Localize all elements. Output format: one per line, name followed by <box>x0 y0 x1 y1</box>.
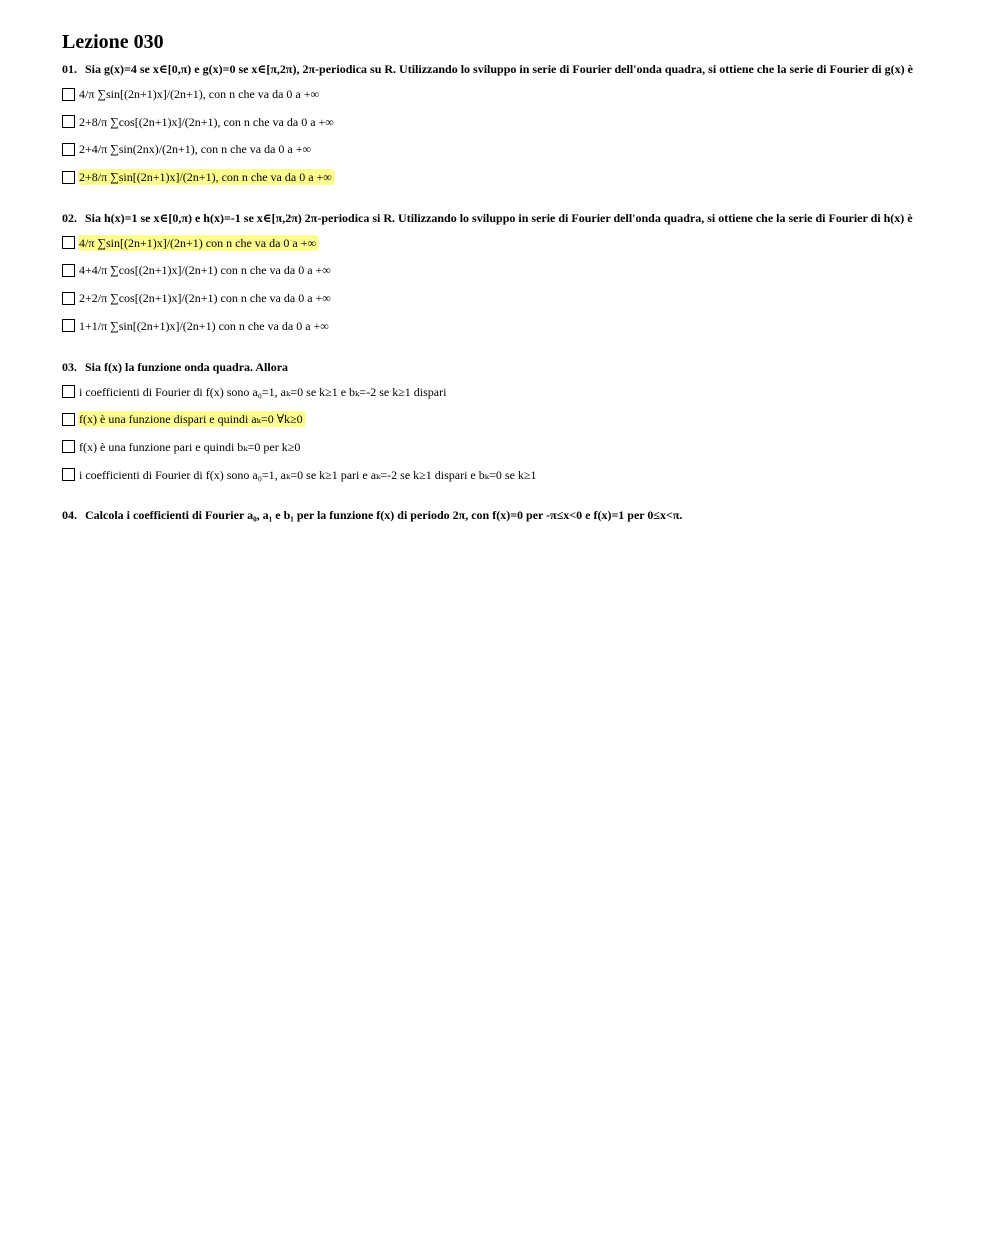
question-body: Calcola i coefficienti di Fourier a₀, a₁ e b₁ per la funzione f(x) di periodo 2π, con f(x)=0 per -π≤x<0 e f(x)=1 per 0≤x<π. <box>85 508 683 523</box>
answer-label: i coefficienti di Fourier di f(x) sono a₀=1, aₖ=0 se k≥1 pari e aₖ=-2 se k≥1 dispari e bₖ=0 se k≥1 <box>79 467 537 482</box>
answer-option[interactable] <box>62 384 938 400</box>
answer-checkbox[interactable] <box>62 468 75 481</box>
question-body: Sia g(x)=4 se x∈[0,π) e g(x)=0 se x∈[π,2π), 2π-periodica su R. Utilizzando lo sviluppo in serie di Fourier dell'onda quadra, si ottiene che la serie di Fourier di g(x) è <box>85 62 913 76</box>
answer-checkbox[interactable] <box>62 319 75 332</box>
question-text <box>62 360 938 374</box>
answer-checkbox[interactable] <box>62 143 75 156</box>
question-text <box>62 62 938 76</box>
document-page <box>62 30 938 532</box>
answer-label: 2+8/π ∑cos[(2n+1)x]/(2n+1), con n che va da 0 a +∞ <box>79 114 334 129</box>
page-title: Lezione 030 <box>62 31 164 53</box>
question-number: 01. <box>62 62 77 76</box>
answer-label: f(x) è una funzione pari e quindi bₖ=0 per k≥0 <box>79 439 301 454</box>
answer-label: 2+2/π ∑cos[(2n+1)x]/(2n+1) con n che va da 0 a +∞ <box>79 291 331 306</box>
answer-checkbox[interactable] <box>62 264 75 277</box>
answer-option[interactable] <box>62 439 938 455</box>
question-number: 02. <box>62 210 77 225</box>
answer-checkbox[interactable] <box>62 292 75 305</box>
answer-label: 4/π ∑sin[(2n+1)x]/(2n+1) con n che va da 0 a +∞ <box>78 235 319 251</box>
question-03 <box>62 360 938 483</box>
answer-label: 1+1/π ∑sin[(2n+1)x]/(2n+1) con n che va da 0 a +∞ <box>79 318 329 333</box>
question-text <box>62 508 938 522</box>
answer-option[interactable] <box>62 141 938 157</box>
answer-checkbox[interactable] <box>62 88 75 101</box>
answer-checkbox[interactable] <box>62 413 75 426</box>
question-02 <box>62 211 938 334</box>
answer-option[interactable] <box>62 262 938 278</box>
answer-option-highlighted[interactable] <box>62 411 938 427</box>
answer-option[interactable] <box>62 290 938 306</box>
answer-option-highlighted[interactable] <box>62 235 938 251</box>
answer-label: 4+4/π ∑cos[(2n+1)x]/(2n+1) con n che va da 0 a +∞ <box>79 263 331 278</box>
answer-checkbox[interactable] <box>62 440 75 453</box>
answer-label: 4/π ∑sin[(2n+1)x]/(2n+1), con n che va da 0 a +∞ <box>79 87 320 101</box>
answer-label: i coefficienti di Fourier di f(x) sono a₀=1, aₖ=0 se k≥1 e bₖ=-2 se k≥1 dispari <box>79 384 447 399</box>
answer-checkbox[interactable] <box>62 236 75 249</box>
question-number: 03. <box>62 359 77 374</box>
answer-label: f(x) è una funzione dispari e quindi aₖ=0 ∀k≥0 <box>78 411 306 427</box>
question-text <box>62 211 938 225</box>
question-04 <box>62 508 938 522</box>
answer-checkbox[interactable] <box>62 385 75 398</box>
answer-option[interactable] <box>62 467 938 483</box>
answer-checkbox[interactable] <box>62 115 75 128</box>
answer-label: 2+8/π ∑sin[(2n+1)x]/(2n+1), con n che va da 0 a +∞ <box>78 169 335 185</box>
question-01 <box>62 62 938 185</box>
answer-option-highlighted[interactable] <box>62 169 938 185</box>
answer-option[interactable] <box>62 114 938 130</box>
answer-option[interactable] <box>62 318 938 334</box>
question-number: 04. <box>62 508 77 523</box>
answer-label: 2+4/π ∑sin(2nx)/(2n+1), con n che va da 0 a +∞ <box>79 142 312 157</box>
question-body: Sia h(x)=1 se x∈[0,π) e h(x)=-1 se x∈[π,2π) 2π-periodica si R. Utilizzando lo sviluppo in serie di Fourier dell'onda quadra, si ottiene che la serie di Fourier di h(x) è <box>85 210 913 225</box>
question-body: Sia f(x) la funzione onda quadra. Allora <box>85 359 289 374</box>
answer-option[interactable] <box>62 86 938 102</box>
answer-checkbox[interactable] <box>62 171 75 184</box>
